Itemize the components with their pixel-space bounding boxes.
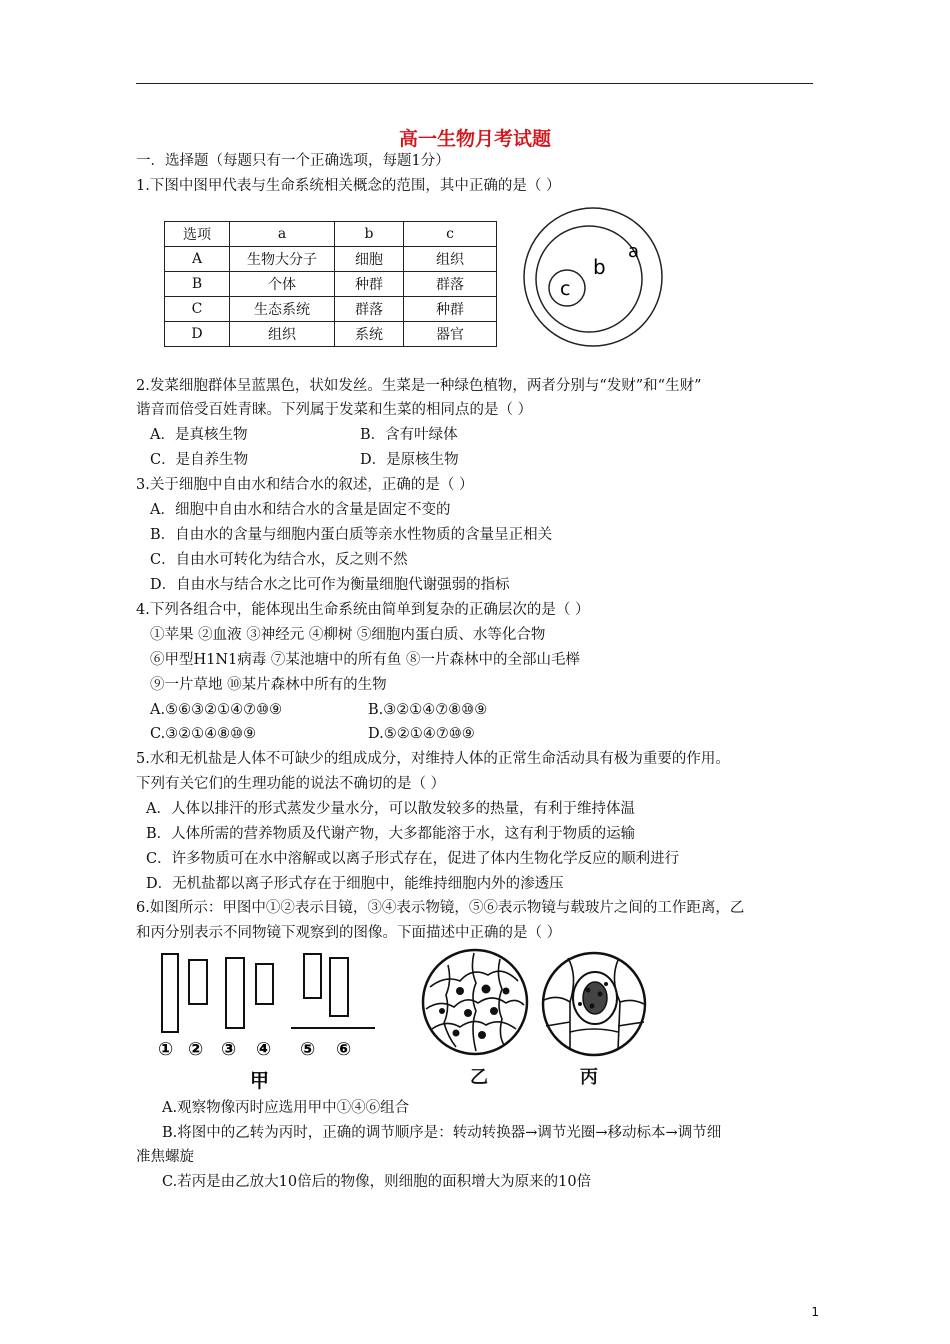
q5-option-d: D．无机盐都以离子形式存在于细胞中，能维持细胞内外的渗透压 [146,876,564,892]
q5-option-a: A．人体以排汗的形式蒸发少量水分，可以散发较多的热量，有利于维持体温 [146,801,635,817]
table-header-row [165,222,497,247]
nucleus [464,1009,472,1017]
q2-option-c: C．是自养生物 [150,452,249,468]
q1-nested-circles-figure [522,206,664,348]
q4-stem: 4.下列各组合中，能体现出生命系统由简单到复杂的正确层次的是（ ） [136,602,590,618]
table-cell: A [165,247,230,272]
objective-5 [304,954,321,998]
table-cell: 群落 [404,272,497,297]
objective-6 [330,958,348,1016]
label-jia: 甲 [250,1070,270,1092]
label-yi: 乙 [470,1067,488,1088]
q4-option-c: C.③②①④⑧⑩⑨ [150,726,257,742]
table-row [165,272,497,297]
nucleus [453,1030,460,1037]
lens-number: ④ [256,1039,272,1060]
q6-cells-figure-bing [540,950,648,1058]
table-cell: B [165,272,230,297]
table-row [165,297,497,322]
eyepiece-1 [162,954,178,1032]
q5-stem-line1: 5.水和无机盐是人体不可缺少的组成成分，对维持人体的正常生命活动具有极为重要的作用。 [136,751,730,767]
q2-option-d: D．是原核生物 [360,452,459,468]
q2-option-b: B．含有叶绿体 [360,427,458,443]
table-cell: b [335,222,404,247]
q5-stem-line2: 下列有关它们的生理功能的说法不确切的是（ ） [136,776,446,792]
q5-option-c: C．许多物质可在水中溶解或以离子形式存在，促进了体内生物化学反应的顺利进行 [146,851,680,867]
nucleus [439,1008,445,1014]
page-title: 高一生物月考试题 [398,128,551,150]
page-number: 1 [811,1305,819,1319]
nucleus [478,1031,486,1039]
lens-number: ② [188,1039,204,1060]
circle-label-b: b [593,255,606,279]
q6-option-b-line2: 准焦螺旋 [136,1149,194,1165]
table-cell: 器官 [404,322,497,347]
q3-option-b: B．自由水的含量与细胞内蛋白质等亲水性物质的含量呈正相关 [150,527,553,543]
table-row [165,247,497,272]
table-cell: D [165,322,230,347]
q4-option-a: A.⑤⑥③②①④⑦⑩⑨ [150,702,283,718]
q4-items-line1: ①苹果 ②血液 ③神经元 ④柳树 ⑤细胞内蛋白质、水等化合物 [150,627,546,643]
q3-option-d: D．自由水与结合水之比可作为衡量细胞代谢强弱的指标 [150,577,510,593]
lens-number: ⑥ [336,1039,352,1060]
table-cell: 群落 [335,297,404,322]
label-bing: 丙 [580,1067,598,1088]
nucleus [490,1007,498,1015]
q5-option-b: B．人体所需的营养物质及代谢产物，大多都能溶于水，这有利于物质的运输 [146,826,636,842]
q4-items-line2: ⑥甲型H1N1病毒 ⑦某池塘中的所有鱼 ⑧一片森林中的全部山毛榉 [150,652,580,668]
lens-number: ⑤ [300,1039,316,1060]
table-cell: 种群 [335,272,404,297]
table-cell: a [230,222,335,247]
q2-stem-line1: 2.发菜细胞群体呈蓝黑色，状如发丝。生菜是一种绿色植物，两者分别与“发财”和“生财” [136,378,702,394]
q3-stem: 3.关于细胞中自由水和结合水的叙述，正确的是（ ） [136,477,474,493]
table-cell: c [404,222,497,247]
table-cell: 个体 [230,272,335,297]
nucleus [503,988,510,995]
q4-items-line3: ⑨一片草地 ⑩某片森林中所有的生物 [150,677,387,693]
q6-cells-figure-yi [420,947,530,1057]
q4-option-d: D.⑤②①④⑦⑩⑨ [368,726,475,742]
table-row [165,322,497,347]
q6-option-a: A.观察物像丙时应选用甲中①④⑥组合 [162,1100,410,1116]
objective-4 [256,964,273,1004]
q2-stem-line2: 谐音而倍受百姓青睐。下列属于发菜和生菜的相同点的是（ ） [136,402,533,418]
lens-number: ③ [221,1039,237,1060]
q1-stem: 1.下图中图甲代表与生命系统相关概念的范围，其中正确的是（ ） [136,178,561,194]
q6-lens-figure-jia [150,950,380,1095]
q6-option-b-line1: B.将图中的乙转为丙时，正确的调节顺序是：转动转换器→调节光圈→移动标本→调节细 [162,1125,722,1141]
enlarged-nucleus [583,982,607,1014]
table-cell: 生物大分子 [230,247,335,272]
objective-3 [226,958,244,1028]
lens-number: ① [158,1039,174,1060]
q3-option-c: C．自由水可转化为结合水，反之则不然 [150,552,408,568]
q2-option-a: A．是真核生物 [150,427,248,443]
q4-option-b: B.③②①④⑦⑧⑩⑨ [368,702,488,718]
q1-options-table [164,221,497,347]
table-cell: 组织 [404,247,497,272]
nucleus [456,987,464,995]
circle-label-c: c [560,278,571,300]
q6-stem-line1: 6.如图所示：甲图中①②表示目镜，③④表示物镜，⑤⑥表示物镜与载玻片之间的工作距离，乙 [136,900,745,916]
table-cell: 生态系统 [230,297,335,322]
q6-stem-line2: 和丙分别表示不同物镜下观察到的图像。下面描述中正确的是（ ） [136,925,562,941]
table-cell: 种群 [404,297,497,322]
nucleus [482,985,491,994]
table-cell: 细胞 [335,247,404,272]
table-cell: 系统 [335,322,404,347]
q6-option-c: C.若丙是由乙放大10倍后的物像，则细胞的面积增大为原来的10倍 [162,1174,592,1190]
table-cell: 组织 [230,322,335,347]
q3-option-a: A．细胞中自由水和结合水的含量是固定不变的 [150,502,451,518]
table-cell: 选项 [165,222,230,247]
section-heading: 一．选择题（每题只有一个正确选项，每题1分） [136,153,450,169]
eyepiece-2 [189,960,207,1004]
table-cell: C [165,297,230,322]
header-rule [136,83,813,84]
circle-label-a: a [628,241,640,262]
